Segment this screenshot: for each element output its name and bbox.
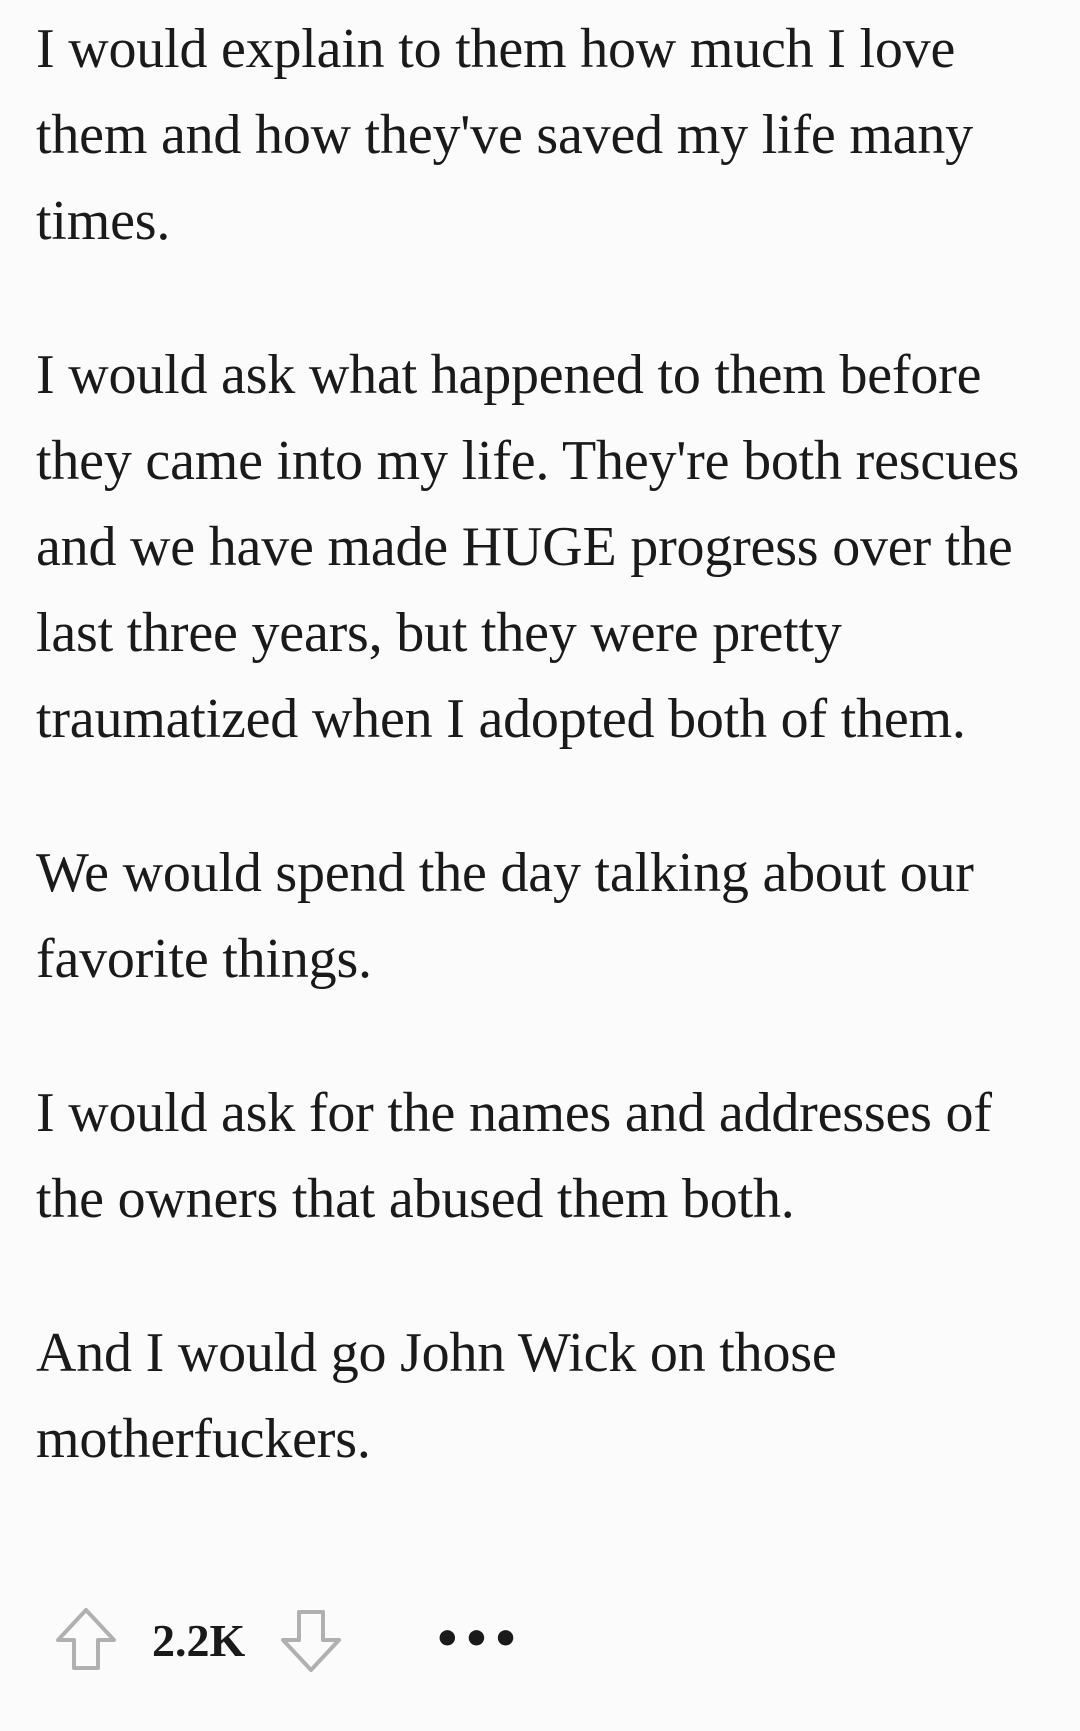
upvote-button[interactable] xyxy=(52,1604,120,1676)
arrow-up-outline-icon xyxy=(54,1606,118,1674)
comment-action-bar xyxy=(52,1604,521,1676)
comment-paragraph-1: I would explain to them how much I love them and how they've saved my life many times. xyxy=(36,18,973,252)
comment-paragraph-2: I would ask what happened to them before they came into my life. They're both rescues and we have made HUGE progress over the last three years, but they were pretty traumatized when I adopted both of them. xyxy=(36,344,1020,750)
comment-paragraph-5: And I would go John Wick on those motherfuckers. xyxy=(36,1322,837,1470)
downvote-button[interactable] xyxy=(277,1604,345,1676)
arrow-down-outline-icon xyxy=(279,1606,343,1674)
comment-paragraph-3: We would spend the day talking about our favorite things. xyxy=(36,842,974,990)
more-options-button[interactable]: ••• xyxy=(433,1614,521,1665)
comment-body xyxy=(36,6,1056,1482)
vote-score: 2.2K xyxy=(152,1614,246,1666)
comment-paragraph-4: I would ask for the names and addresses of the owners that abused them both. xyxy=(36,1082,992,1230)
